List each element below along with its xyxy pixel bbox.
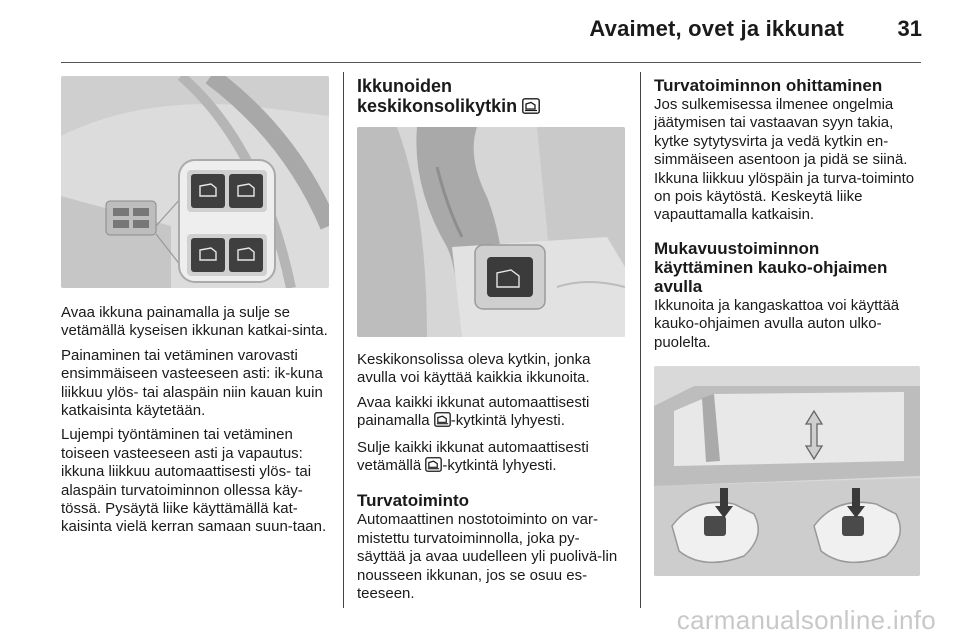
heading-line-2: keskikonsolikytkin: [357, 96, 518, 116]
column-2: [357, 76, 625, 603]
header-rule: [61, 62, 921, 63]
column-1: [61, 76, 329, 537]
column-divider-1: [343, 72, 344, 608]
window-switch-icon: [522, 98, 540, 118]
close-all-text-b: -kytkintä lyhyesti.: [442, 457, 557, 475]
paragraph-safety: Automaattinen nostotoiminto on var-mistettu turvatoiminnolla, joka py-säyttää ja avaa uudelleen yli puolivä-lin nousseen ikkunan, jos se osuu es-teeseen.: [357, 511, 618, 603]
open-all-text-b: -kytkintä lyhyesti.: [450, 412, 565, 430]
door-switch-illustration: [61, 76, 329, 288]
paragraph-first-stop: Painaminen tai vetäminen varovasti ensimmäiseen vasteeseen asti: ik-kuna liikkuu ylös- tai alaspäin niin kauan kuin katkaisinta käytetään.: [61, 346, 323, 420]
paragraph-override: Jos sulkemisessa ilmenee ongelmia jäätymisen tai vastaavan syyn takia, kytke sytytysvirta ja vedä kytkin en-simmäiseen asentoon ja pidä se siinä. Ikkuna liikkuu ylöspäin ja turva-toiminto on pois käytöstä. Keskeytä liike vapauttamalla katkaisin.: [654, 96, 915, 224]
open-all-text-a: Avaa kaikki ikkunat automaattisesti painamalla: [357, 393, 590, 430]
header-title: Avaimet, ovet ja ikkunat: [589, 16, 844, 41]
heading-line-1: Ikkunoiden: [357, 76, 453, 96]
page-header: [0, 0, 960, 62]
remote-key-illustration: [654, 366, 920, 576]
window-switch-icon: [434, 412, 451, 432]
section-heading-safety: Turvatoiminto: [357, 491, 470, 511]
section-heading-override: Turvatoiminnon ohittaminen: [654, 76, 883, 95]
window-switch-icon: [425, 457, 442, 477]
paragraph-second-stop: Lujempi työntäminen tai vetäminen toiseen vasteeseen asti ja vapautus: ikkuna liikkuu automaattisesti ylös- tai alaspäin turvatoiminnon ollessa käy-tössä. Pysäytä liike käyttämällä kat-kaisinta vielä kerran samaan suun-taan.: [61, 426, 327, 536]
paragraph-open-close: Avaa ikkuna painamalla ja sulje se vetämällä kyseisen ikkunan katkai-sinta.: [61, 304, 328, 340]
page-number: 31: [897, 16, 922, 41]
paragraph-open-all: [357, 394, 625, 433]
section-heading-console-switch: [357, 76, 625, 118]
watermark: carmanualsonline.info: [676, 605, 936, 635]
column-3: [654, 76, 922, 576]
paragraph-comfort: Ikkunoita ja kangaskattoa voi käyttää kauko-ohjaimen avulla auton ulko-puolelta.: [654, 296, 900, 351]
close-all-text-a: Sulje kaikki ikkunat automaattisesti vetämällä: [357, 438, 589, 475]
column-divider-2: [640, 72, 641, 608]
paragraph-close-all: [357, 439, 625, 478]
section-heading-comfort: Mukavuustoiminnon käyttäminen kauko-ohjaimen avulla: [654, 238, 888, 296]
console-switch-illustration: [357, 127, 625, 337]
paragraph-console-switch: Keskikonsolissa oleva kytkin, jonka avulla voi käyttää kaikkia ikkunoita.: [357, 351, 591, 387]
